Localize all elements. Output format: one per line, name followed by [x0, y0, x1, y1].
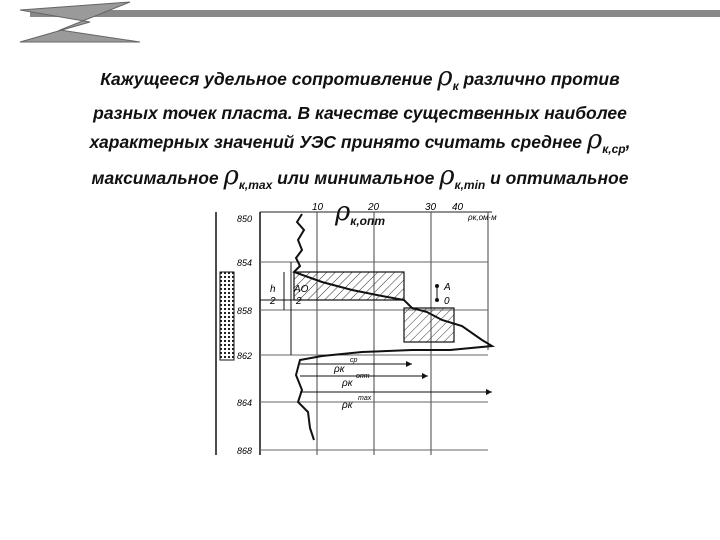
ao2-denominator: 2	[296, 296, 302, 307]
depth-854: 854	[237, 258, 253, 268]
x-tick-30: 30	[425, 202, 437, 213]
x-tick-20: 20	[368, 202, 380, 213]
rho-sr-arrowhead	[406, 361, 412, 367]
resistivity-curve	[294, 214, 492, 440]
depth-858: 858	[237, 306, 253, 316]
point-a-dot	[435, 284, 439, 288]
x-tick-10: 10	[312, 202, 324, 213]
rho-max-label: ρк	[342, 400, 353, 411]
formation-column	[220, 272, 234, 360]
x-axis-unit: ρк,ом·м	[468, 213, 497, 222]
point-o-label: 0	[444, 296, 450, 307]
slide-logo-graphic	[0, 0, 720, 48]
depth-862: 862	[237, 351, 253, 361]
depth-850: 850	[237, 214, 253, 224]
depth-868: 868	[237, 446, 253, 456]
x-tick-40: 40	[452, 202, 464, 213]
text-line-2: разных точек пласта. В качестве существенных наиболее	[93, 103, 627, 123]
h2-label: h	[270, 284, 276, 295]
rho-opt-label: ρк	[342, 378, 353, 389]
rho-opt-arrowhead	[422, 373, 428, 379]
point-a-label: A	[444, 282, 451, 293]
point-o-dot	[435, 298, 439, 302]
text-line-3: характерных значений УЭС принято считать среднее $\rho_{к,ср}$,	[89, 125, 631, 156]
ao2-label: AO	[294, 284, 309, 295]
rho-max-arrowhead	[486, 389, 492, 395]
hatched-region-upper	[294, 272, 404, 300]
text-line-5: $\rho_{к,опт}$	[334, 197, 386, 228]
lightning-logo-icon	[20, 2, 140, 42]
header-bar	[30, 10, 720, 17]
rho-sr-sup: ср	[350, 357, 358, 364]
rho-sr-label: ρк	[334, 364, 345, 375]
text-line-1: Кажущееся удельное сопротивление $\rho_к$ различно против	[100, 62, 620, 93]
depth-864: 864	[237, 398, 253, 408]
rho-max-sup: max	[358, 395, 372, 402]
text-line-4: максимальное $\rho_{к,max}$ или минимальное $\rho_{к,min}$ и оптимальное	[91, 161, 629, 192]
resistivity-log-diagram	[212, 200, 512, 460]
h2-denominator: 2	[270, 296, 276, 307]
rho-opt-sup: опт	[356, 373, 370, 380]
